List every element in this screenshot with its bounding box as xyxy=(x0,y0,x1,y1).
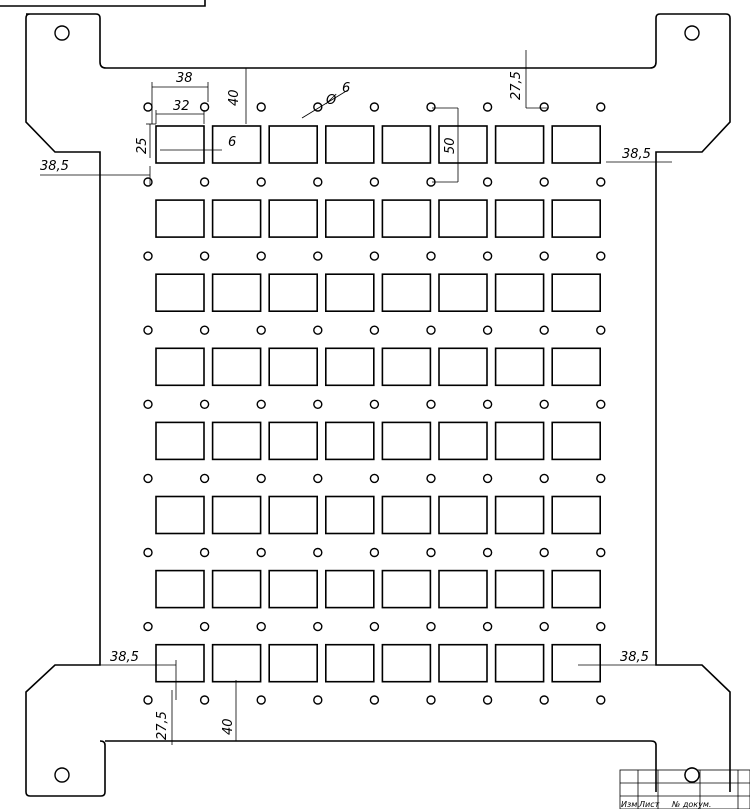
plate-outline-bottom-left xyxy=(26,792,105,796)
dim-bottom-left-offset: 27,5 xyxy=(155,711,170,740)
cutout xyxy=(496,200,544,237)
small-hole xyxy=(484,549,492,557)
dim-top-margin: 40 xyxy=(227,89,242,106)
dim-cutout-width: 32 xyxy=(173,99,190,114)
cutout xyxy=(552,645,600,682)
small-hole xyxy=(540,178,548,186)
mounting-hole-top-right xyxy=(685,26,699,40)
cutout xyxy=(213,274,261,311)
cutout xyxy=(326,126,374,163)
small-hole xyxy=(144,252,152,260)
small-hole xyxy=(201,252,209,260)
small-hole xyxy=(257,103,265,111)
dim-bottom-margin: 40 xyxy=(221,718,236,735)
cutout xyxy=(156,274,204,311)
small-hole xyxy=(540,103,548,111)
dim-hole-pitch: 38 xyxy=(176,71,193,86)
small-hole xyxy=(597,549,605,557)
small-hole xyxy=(257,178,265,186)
cutout xyxy=(382,645,430,682)
cutout xyxy=(269,497,317,534)
small-hole xyxy=(597,326,605,334)
cutout xyxy=(213,422,261,459)
small-hole xyxy=(427,103,435,111)
cutout xyxy=(213,645,261,682)
dim-hole-diameter: 6 xyxy=(342,81,351,96)
cutout xyxy=(439,422,487,459)
cutout xyxy=(382,200,430,237)
small-hole xyxy=(427,474,435,482)
dim-left-top-edge: 38,5 xyxy=(40,159,69,174)
small-hole xyxy=(370,549,378,557)
small-hole xyxy=(597,103,605,111)
small-hole xyxy=(484,696,492,704)
dim-cutout-gap: 6 xyxy=(228,135,237,150)
cutout xyxy=(439,200,487,237)
cutout xyxy=(326,645,374,682)
cutout xyxy=(382,348,430,385)
small-hole xyxy=(144,623,152,631)
cutout xyxy=(213,571,261,608)
cutout xyxy=(496,422,544,459)
small-hole xyxy=(144,103,152,111)
small-hole xyxy=(370,326,378,334)
cutout xyxy=(156,497,204,534)
small-hole xyxy=(144,549,152,557)
cutout xyxy=(213,497,261,534)
small-hole xyxy=(427,549,435,557)
small-hole xyxy=(314,400,322,408)
small-hole xyxy=(540,623,548,631)
cutout xyxy=(269,422,317,459)
small-hole xyxy=(144,474,152,482)
small-hole xyxy=(314,326,322,334)
small-hole xyxy=(257,696,265,704)
cutout xyxy=(213,200,261,237)
small-hole xyxy=(427,623,435,631)
small-hole xyxy=(597,696,605,704)
cutout xyxy=(269,348,317,385)
dim-row-pitch: 50 xyxy=(443,137,458,154)
cutout xyxy=(552,497,600,534)
small-hole xyxy=(427,696,435,704)
small-hole xyxy=(370,178,378,186)
small-hole xyxy=(597,474,605,482)
small-hole xyxy=(201,400,209,408)
small-hole xyxy=(257,400,265,408)
title-block-col-2: Лист xyxy=(639,800,660,809)
small-hole xyxy=(370,252,378,260)
small-hole xyxy=(314,474,322,482)
cutout xyxy=(156,200,204,237)
cutout xyxy=(156,571,204,608)
mounting-hole-bottom-left xyxy=(55,768,69,782)
cutout xyxy=(326,200,374,237)
mounting-hole-bottom-right-overlay xyxy=(685,768,699,782)
cutout xyxy=(156,645,204,682)
cutout xyxy=(156,348,204,385)
cutout xyxy=(269,274,317,311)
cutout xyxy=(382,497,430,534)
small-hole xyxy=(484,178,492,186)
small-hole xyxy=(144,696,152,704)
small-hole xyxy=(201,623,209,631)
small-hole xyxy=(257,474,265,482)
title-block-col-3: № докум. xyxy=(672,800,712,809)
dim-right-top-edge: 38,5 xyxy=(622,147,651,162)
cutout xyxy=(439,274,487,311)
cutout xyxy=(496,348,544,385)
cutout xyxy=(213,126,261,163)
small-hole xyxy=(257,252,265,260)
small-hole xyxy=(484,326,492,334)
small-hole xyxy=(201,178,209,186)
cutout xyxy=(552,274,600,311)
cutout xyxy=(552,422,600,459)
dim-top-right-offset: 27,5 xyxy=(509,71,524,100)
cutout xyxy=(269,571,317,608)
cutout xyxy=(496,571,544,608)
small-hole xyxy=(540,696,548,704)
small-hole xyxy=(597,623,605,631)
cutout xyxy=(552,348,600,385)
dim-left-bottom-edge: 38,5 xyxy=(110,650,139,665)
small-hole xyxy=(144,400,152,408)
small-hole xyxy=(201,474,209,482)
small-hole xyxy=(427,400,435,408)
dim-cutout-height: 25 xyxy=(135,137,150,154)
cutout xyxy=(156,126,204,163)
small-hole xyxy=(540,326,548,334)
cutout xyxy=(213,348,261,385)
cutout xyxy=(326,571,374,608)
cutout xyxy=(439,645,487,682)
small-hole xyxy=(144,326,152,334)
small-hole xyxy=(370,696,378,704)
small-hole xyxy=(370,474,378,482)
cutout xyxy=(326,422,374,459)
small-hole xyxy=(314,252,322,260)
cutout xyxy=(269,200,317,237)
cutout xyxy=(496,126,544,163)
small-hole xyxy=(201,326,209,334)
cutout xyxy=(156,422,204,459)
small-hole xyxy=(484,474,492,482)
small-hole xyxy=(257,623,265,631)
small-hole xyxy=(427,326,435,334)
dim-right-bottom-edge: 38,5 xyxy=(620,650,649,665)
small-hole xyxy=(201,696,209,704)
cutout xyxy=(496,497,544,534)
small-hole xyxy=(314,696,322,704)
cutout xyxy=(382,126,430,163)
small-hole xyxy=(370,623,378,631)
small-hole xyxy=(540,252,548,260)
cutout-grid xyxy=(144,103,605,704)
small-hole xyxy=(484,252,492,260)
small-hole xyxy=(597,400,605,408)
small-hole xyxy=(427,252,435,260)
cutout xyxy=(326,348,374,385)
cutout xyxy=(382,571,430,608)
dim-diameter-symbol: Ø xyxy=(326,93,337,108)
small-hole xyxy=(314,178,322,186)
cutout xyxy=(269,645,317,682)
small-hole xyxy=(314,623,322,631)
small-hole xyxy=(597,252,605,260)
sheet-frame-corner xyxy=(0,0,205,6)
small-hole xyxy=(257,549,265,557)
small-hole xyxy=(201,549,209,557)
title-block-col-1: Изм. xyxy=(621,800,640,809)
small-hole xyxy=(484,103,492,111)
cutout xyxy=(269,126,317,163)
cutout xyxy=(496,274,544,311)
mounting-hole-top-left xyxy=(55,26,69,40)
cutout xyxy=(496,645,544,682)
small-hole xyxy=(201,103,209,111)
cutout xyxy=(552,200,600,237)
cutout xyxy=(382,422,430,459)
small-hole xyxy=(540,474,548,482)
cutout xyxy=(326,274,374,311)
small-hole xyxy=(144,178,152,186)
cutout xyxy=(552,126,600,163)
small-hole xyxy=(314,549,322,557)
cutout xyxy=(326,497,374,534)
cutout xyxy=(552,571,600,608)
small-hole xyxy=(370,103,378,111)
small-hole xyxy=(484,400,492,408)
small-hole xyxy=(484,623,492,631)
small-hole xyxy=(540,400,548,408)
cutout xyxy=(382,274,430,311)
cutout xyxy=(439,348,487,385)
small-hole xyxy=(540,549,548,557)
cutout xyxy=(439,497,487,534)
small-hole xyxy=(597,178,605,186)
small-hole xyxy=(257,326,265,334)
cutout xyxy=(439,571,487,608)
small-hole xyxy=(370,400,378,408)
